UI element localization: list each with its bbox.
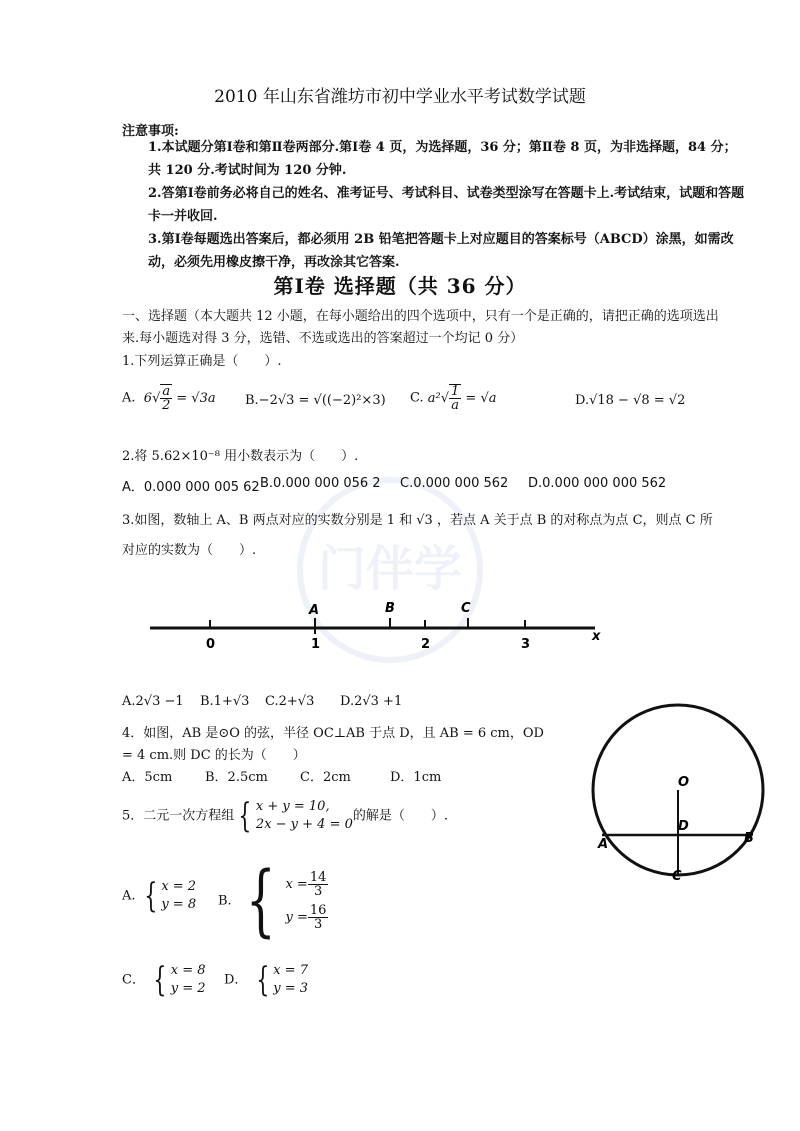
q3-option-b[interactable]: B.1+√3 xyxy=(200,694,250,709)
q2-option-b[interactable]: B.0.000 000 056 2 xyxy=(260,476,381,491)
point-label-c: C xyxy=(461,601,471,616)
q5-b-eq1 xyxy=(285,871,328,898)
q5-eq1: x + y = 10, xyxy=(255,799,330,814)
notes-label: 注意事项: xyxy=(122,124,179,139)
q5-system xyxy=(256,798,353,834)
point-label-b: B xyxy=(385,601,395,616)
q4-option-c[interactable]: C．2cm xyxy=(300,770,351,785)
svg-text:门伴学: 门伴学 xyxy=(317,541,463,597)
label-d: D xyxy=(678,819,689,834)
q5-d-label: D． xyxy=(224,972,248,988)
q3-option-d[interactable]: D.2√3 +1 xyxy=(340,694,403,709)
q5-b1-num: 14 xyxy=(309,870,327,885)
q1-c-label: C. xyxy=(410,390,424,406)
q5-a-brace: { xyxy=(144,876,157,916)
number-line-figure xyxy=(140,590,620,660)
q4-option-b[interactable]: B．2.5cm xyxy=(205,770,268,785)
q1-stem: 1.下列运算正确是（ ）. xyxy=(122,354,282,369)
q5-c-label: C． xyxy=(122,972,145,988)
q1-a-formula: 6√ $\frac{a}{2}$ = √3a xyxy=(139,384,216,413)
q1-option-a[interactable] xyxy=(122,384,216,412)
q5-b2-lhs: y = xyxy=(285,910,308,925)
q5-option-b[interactable] xyxy=(218,856,328,946)
circle-figure xyxy=(580,700,780,890)
q5-a-label: A. xyxy=(122,888,136,904)
section-title: 第Ⅰ卷 选择题（共 36 分） xyxy=(273,274,527,298)
label-o: O xyxy=(678,775,690,790)
label-b: B xyxy=(744,831,754,846)
q5-brace: { xyxy=(238,796,252,836)
q5-a-eq2: y = 8 xyxy=(161,897,197,912)
q5-option-d[interactable] xyxy=(224,960,308,1000)
q2-option-c[interactable]: C.0.000 000 562 xyxy=(400,476,509,491)
q5-b1-lhs: x = xyxy=(285,877,308,892)
axis-label-0: 0 xyxy=(206,637,216,652)
note-1: 1.本试题分第Ⅰ卷和第Ⅱ卷两部分.第Ⅰ卷 4 页，为选择题，36 分；第Ⅱ卷 8 页，为非选择题，84 分；共 120 分.考试时间为 120 分钟. xyxy=(148,140,737,178)
axis-label-1: 1 xyxy=(311,637,321,652)
q5-d-system xyxy=(273,962,308,998)
q5-option-a[interactable] xyxy=(122,876,196,916)
note-3: 3.第Ⅰ卷每题选出答案后，都必须用 2B 铅笔把答题卡上对应题目的答案标号（ABCD）涂黑，如需改动，必须先用橡皮擦干净，再改涂其它答案. xyxy=(148,232,734,270)
q5-b-system xyxy=(285,871,328,931)
q5-c-brace: { xyxy=(153,960,167,1000)
q5-stem-prefix: 5．二元一次方程组 xyxy=(122,808,235,824)
q2-option-d[interactable]: D.0.000 000 000 562 xyxy=(528,476,667,491)
q5-c-eq1: x = 8 xyxy=(170,963,206,978)
q1-option-d[interactable]: D.√18 − √8 = √2 xyxy=(575,393,686,408)
q2-stem: 2.将 5.62×10⁻⁸ 用小数表示为（ ）. xyxy=(122,449,359,464)
label-c: C xyxy=(672,869,682,884)
q4-option-d[interactable]: D．1cm xyxy=(390,770,442,785)
label-a: A xyxy=(598,837,609,852)
axis-label-3: 3 xyxy=(521,637,531,652)
q3-stem: 3.如图，数轴上 A、B 两点对应的实数分别是 1 和 √3 ，若点 A 关于点 B 的对称点为点 C，则点 C 所对应的实数为（ ）. xyxy=(122,513,713,558)
q5-a-eq1: x = 2 xyxy=(161,879,197,894)
q5-stem xyxy=(122,796,448,836)
q5-d-eq1: x = 7 xyxy=(273,963,308,978)
q4-option-a[interactable]: A．5cm xyxy=(122,770,173,785)
q5-stem-suffix: 的解是（ ）. xyxy=(352,808,449,824)
note-2: 2.答第Ⅰ卷前务必将自己的姓名、准考证号、考试科目、试卷类型涂写在答题卡上.考试结束，试题和答题卡一并收回. xyxy=(148,186,745,224)
instructions: 一、选择题（本大题共 12 小题，在每小题给出的四个选项中，只有一个是正确的，请把正确的选项选出来.每小题选对得 3 分，选错、不选或选出的答案超过一个均记 0 分） xyxy=(122,309,719,346)
q1-c-formula: a²√ $\frac{1}{a}$ = √a xyxy=(427,384,497,413)
point-label-a: A xyxy=(309,603,320,618)
q5-a-system xyxy=(161,878,196,914)
q3-option-c[interactable]: C.2+√3 xyxy=(265,694,315,709)
q5-b-eq2 xyxy=(285,904,328,931)
q5-eq2: 2x − y + 4 = 0 xyxy=(255,817,353,832)
q2-option-a[interactable]: A．0.000 000 005 62 xyxy=(122,480,260,495)
q1-a-label: A. xyxy=(122,390,136,406)
q1-option-b[interactable]: B.−2√3 = √((−2)²×3) xyxy=(245,393,386,408)
axis-label-2: 2 xyxy=(421,637,431,652)
q5-c-system xyxy=(171,962,206,998)
q1-option-c[interactable] xyxy=(410,384,497,412)
q3-option-a[interactable]: A.2√3 −1 xyxy=(122,694,184,709)
q5-d-eq2: y = 3 xyxy=(273,981,308,996)
q5-c-eq2: y = 2 xyxy=(170,981,206,996)
q4-stem: 4．如图，AB 是⊙O 的弦，半径 OC⊥AB 于点 D，且 AB = 6 cm，OD = 4 cm.则 DC 的长为（ ） xyxy=(122,726,544,763)
page-title: 2010 年山东省潍坊市初中学业水平考试数学试题 xyxy=(214,87,586,107)
q5-b2-num: 16 xyxy=(309,903,327,918)
q5-b-label: B. xyxy=(218,893,232,909)
q5-b1-den: 3 xyxy=(313,884,323,899)
axis-label-x: x xyxy=(592,629,601,644)
q5-b-brace: { xyxy=(245,856,276,946)
q5-d-brace: { xyxy=(255,960,269,1000)
q5-option-c[interactable] xyxy=(122,960,206,1000)
q5-b2-den: 3 xyxy=(313,917,323,932)
